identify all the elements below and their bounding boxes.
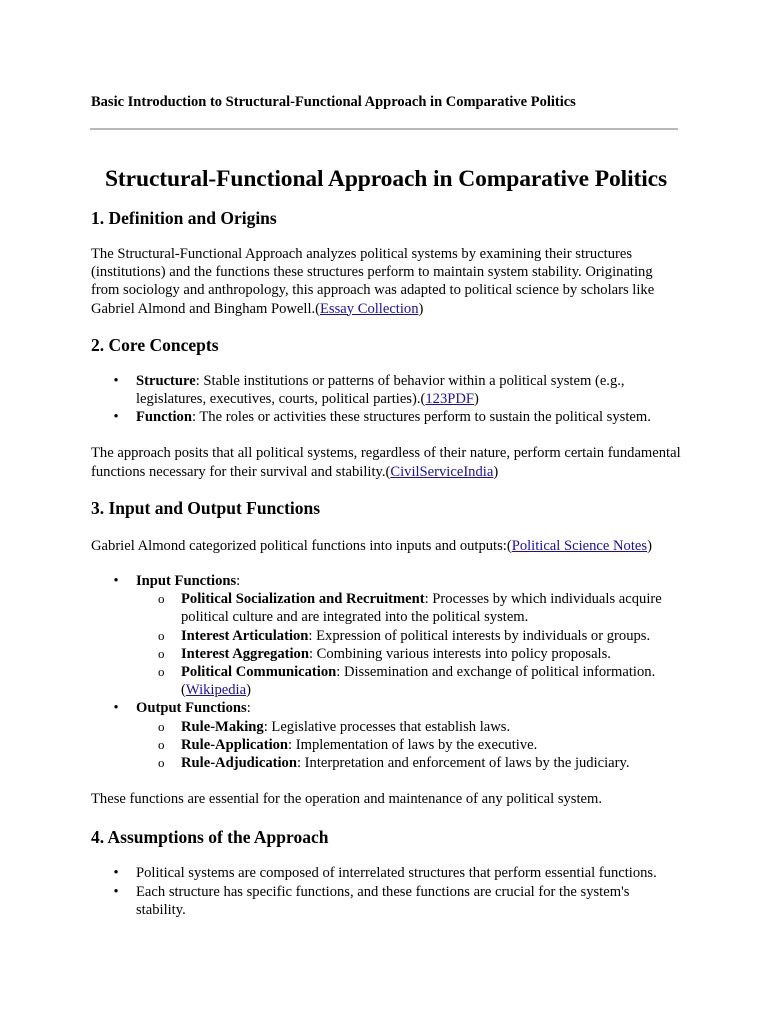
bullet-icon: • <box>113 409 119 426</box>
sub-bullet-icon: o <box>158 627 165 643</box>
section-heading-assumptions: 4. Assumptions of the Approach <box>91 827 329 848</box>
list-item: o Political Socialization and Recruitment: Processes by which individuals acquire political culture and are integrated into the political system. <box>158 591 662 626</box>
article-body <box>91 160 681 919</box>
wikipedia-link[interactable]: Wikipedia <box>185 682 247 699</box>
output-functions-list <box>136 718 681 773</box>
sub-bullet-icon: o <box>158 664 165 680</box>
header-divider <box>90 128 678 130</box>
input-functions-list <box>136 590 681 699</box>
123pdf-link[interactable]: 123PDF <box>425 391 475 408</box>
list-item: • Each structure has specific functions, and these functions are crucial for the system's stability. <box>91 883 681 919</box>
sub-bullet-icon: o <box>158 755 165 771</box>
list-item: • Function: The roles or activities these structures perform to sustain the political system. <box>91 408 681 426</box>
functions-summary-paragraph: These functions are essential for the operation and maintenance of any political system. <box>91 791 603 808</box>
input-output-intro: Gabriel Almond categorized political functions into inputs and outputs:(Political Science Notes) <box>91 537 652 554</box>
civilserviceindia-link[interactable]: CivilServiceIndia <box>390 463 494 480</box>
document-header: Basic Introduction to Structural-Functional Approach in Comparative Politics <box>91 94 576 110</box>
bullet-icon: • <box>113 883 119 900</box>
list-item: o Rule-Application: Implementation of laws by the executive. <box>158 736 538 753</box>
list-item: o Interest Articulation: Expression of political interests by individuals or groups. <box>158 627 651 644</box>
sub-bullet-icon: o <box>158 736 165 752</box>
bullet-icon: • <box>113 700 119 717</box>
page-title: Structural-Functional Approach in Comparative Politics <box>104 166 668 192</box>
definition-paragraph: The Structural-Functional Approach analyzes political systems by examining their structures (institutions) and the functions these structures perform to maintain system stability. Originating from sociology and anthropology, this approach was adapted to political science by scholars like Gabriel Almond and Bingham Powell.(Essay Collection) <box>91 246 655 317</box>
bullet-icon: • <box>113 372 119 389</box>
list-item: • Political systems are composed of interrelated structures that perform essential functions. <box>91 864 681 882</box>
list-item: • Output Functions: o Rule-Making: Legislative processes that establish laws. o Rule-Application: Implementation of laws by the executive. o Rule-Adjudication: Interpretation and enforcement of laws by the judiciary. <box>91 699 681 772</box>
bullet-icon: • <box>113 573 119 590</box>
list-item: o Political Communication: Dissemination and exchange of political information. (Wikipedia) <box>158 664 656 699</box>
list-item: • Structure: Stable institutions or patterns of behavior within a political system (e.g., legislatures, executives, courts, political parties).(123PDF) <box>91 372 681 408</box>
sub-bullet-icon: o <box>158 591 165 607</box>
list-item: • Input Functions: o Political Socialization and Recruitment: Processes by which individuals acquire political culture and are integrated into the political system. o Interest Articulation: Expression of political interests by individuals or groups. o Interest Aggregation: Combining various interests into policy proposals. o Political Communication: Dissemination and exchange of political information. (Wikipedia) <box>91 572 681 699</box>
list-item: o Rule-Adjudication: Interpretation and enforcement of laws by the judiciary. <box>158 755 630 772</box>
functions-list <box>91 572 681 772</box>
sub-bullet-icon: o <box>158 718 165 734</box>
core-concepts-paragraph: The approach posits that all political systems, regardless of their nature, perform certain fundamental functions necessary for their survival and stability.(CivilServiceIndia) <box>91 445 681 480</box>
bullet-icon: • <box>113 865 119 882</box>
political-science-notes-link[interactable]: Political Science Notes <box>511 537 648 554</box>
core-concepts-list <box>91 372 681 427</box>
section-heading-input-output: 3. Input and Output Functions <box>91 497 321 518</box>
section-heading-core-concepts: 2. Core Concepts <box>91 334 219 355</box>
essay-collection-link[interactable]: Essay Collection <box>320 300 419 317</box>
section-heading-definition: 1. Definition and Origins <box>91 208 277 228</box>
assumptions-list <box>91 864 681 919</box>
list-item: o Rule-Making: Legislative processes that establish laws. <box>158 718 511 735</box>
sub-bullet-icon: o <box>158 645 165 661</box>
list-item: o Interest Aggregation: Combining various interests into policy proposals. <box>158 645 611 662</box>
